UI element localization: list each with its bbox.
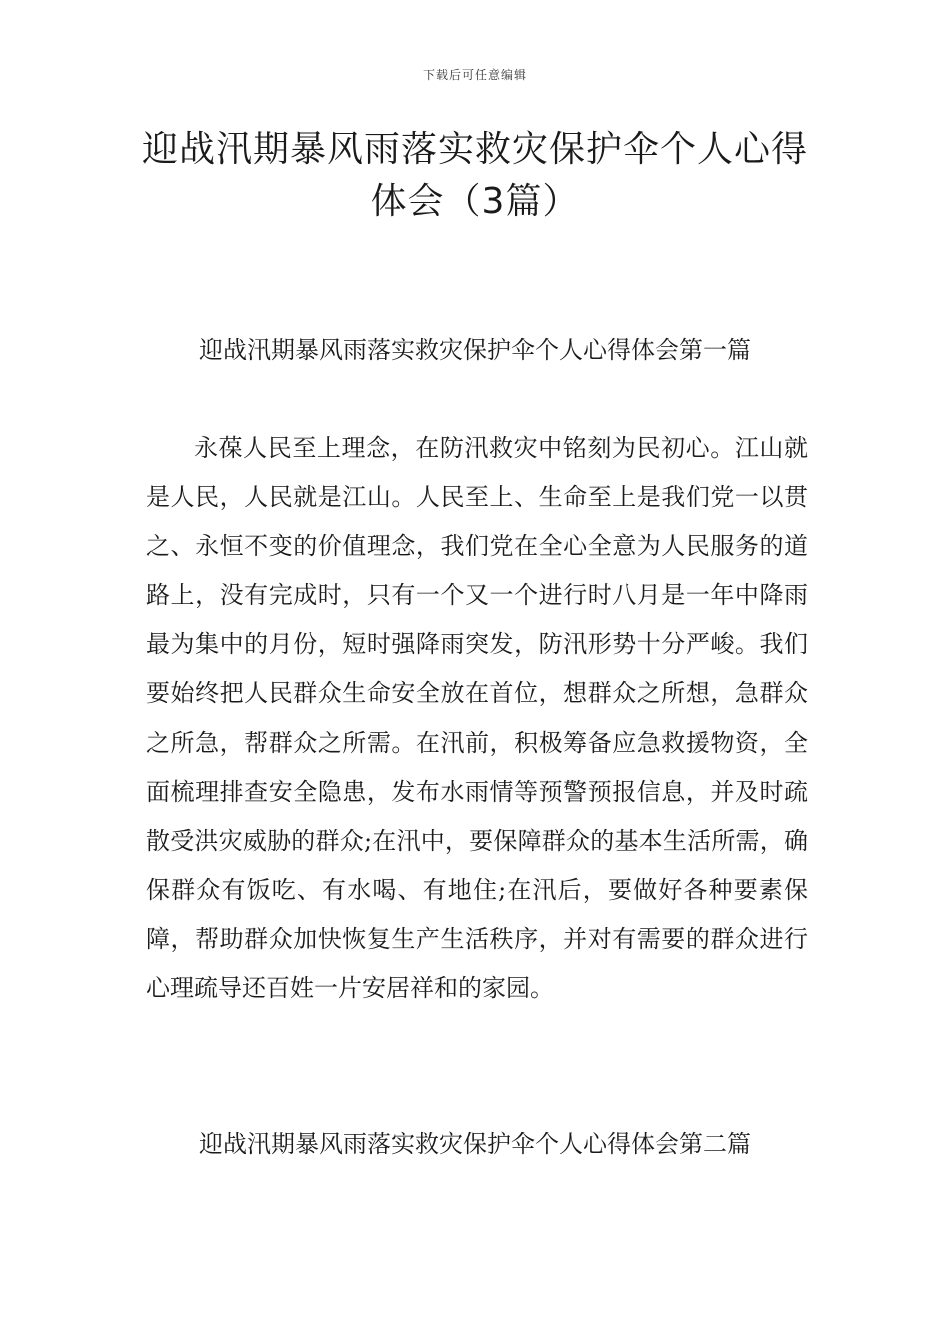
section-paragraph-1: 永葆人民至上理念，在防汛救灾中铭刻为民初心。江山就是人民，人民就是江山。人民至上、生命至上是我们党一以贯之、永恒不变的价值理念，我们党在全心全意为人民服务的道路上，没有完成时，只有一个又一个进行时八月是一年中降雨最为集中的月份，短时强降雨突发，防汛形势十分严峻。我们要始终把人民群众生命安全放在首位，想群众之所想，急群众之所急，帮群众之所需。在汛前，积极筹备应急救援物资，全面梳理排查安全隐患，发布水雨情等预警预报信息，并及时疏散受洪灾威胁的群众;在汛中，要保障群众的基本生活所需，确保群众有饭吃、有水喝、有地住;在汛后，要做好各种要素保障，帮助群众加快恢复生产生活秩序，并对有需要的群众进行心理疏导还百姓一片安居祥和的家园。 — [146, 434, 808, 1003]
document-title: 迎战汛期暴风雨落实救灾保护伞个人心得体会（3篇） — [141, 129, 808, 222]
section-heading-1: 迎战汛期暴风雨落实救灾保护伞个人心得体会第一篇 — [199, 336, 751, 364]
section-heading-2: 迎战汛期暴风雨落实救灾保护伞个人心得体会第二篇 — [199, 1130, 751, 1158]
header-note: 下载后可任意编辑 — [422, 68, 527, 82]
